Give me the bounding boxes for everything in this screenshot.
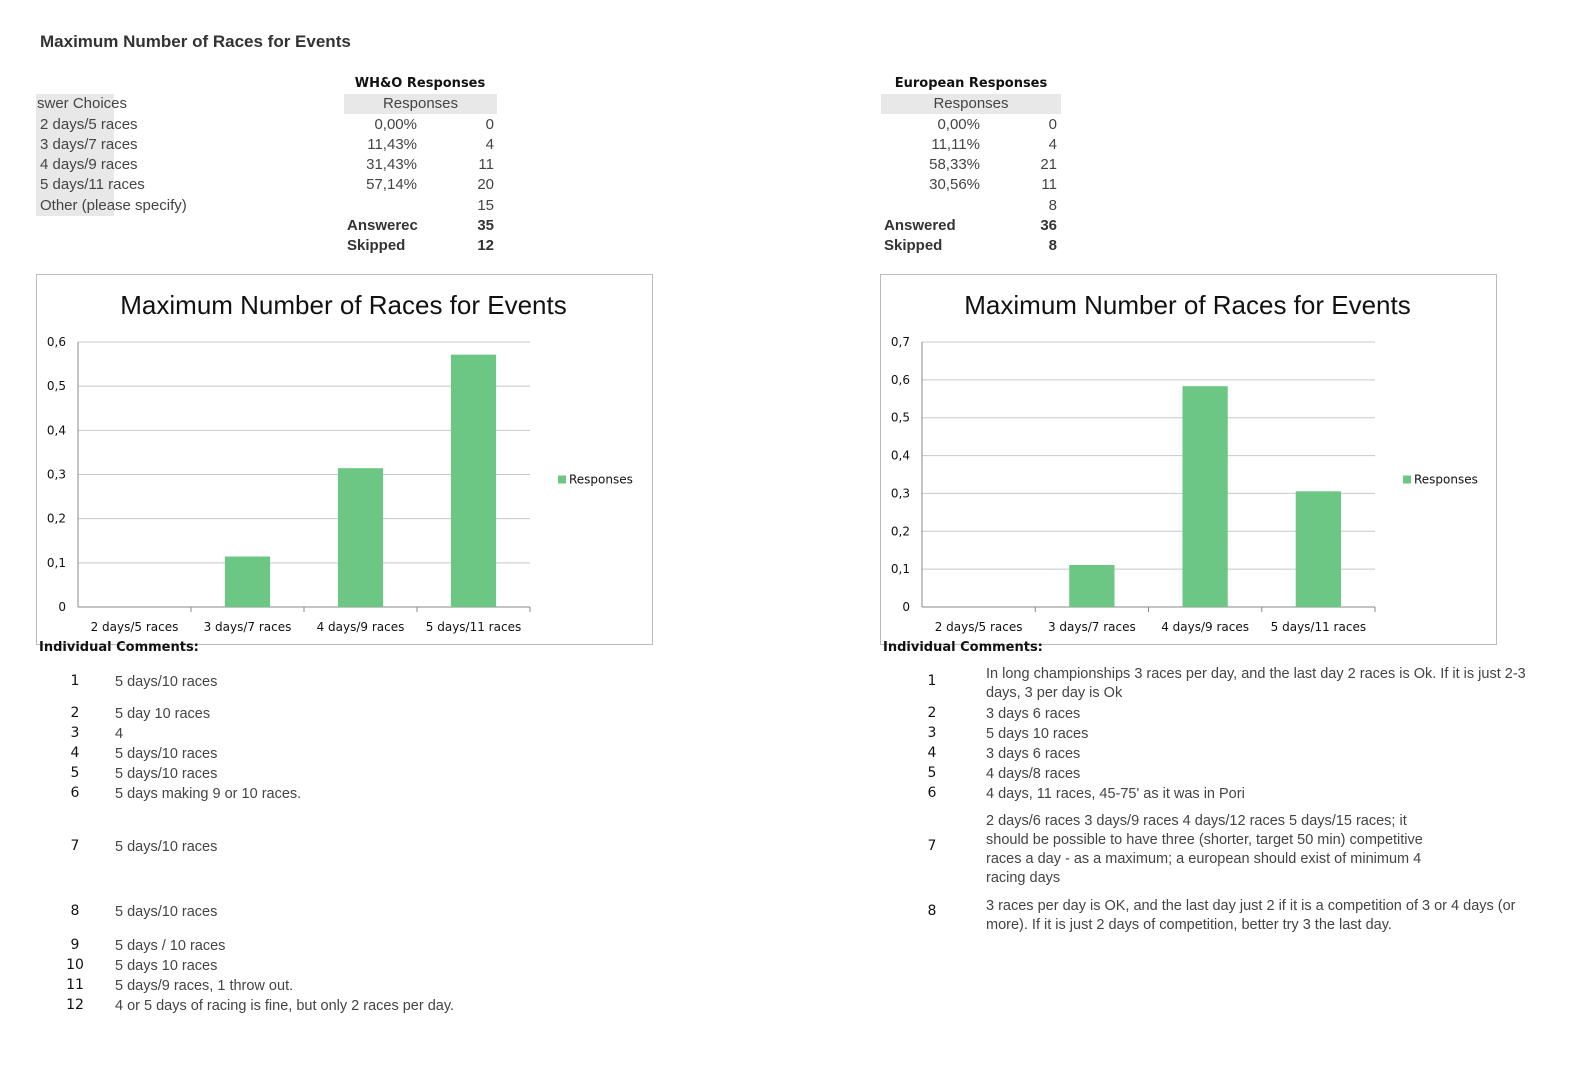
comment-text: 5 days/10 races — [115, 746, 218, 762]
x-tick-label: 5 days/11 races — [425, 620, 522, 634]
comment-number: 1 — [70, 673, 80, 689]
right-chart-title: Maximum Number of Races for Events — [964, 290, 1411, 320]
right-pct: 30,56% — [929, 176, 980, 193]
comment-number: 8 — [70, 903, 80, 919]
choice-label: 3 days/7 races — [40, 136, 138, 153]
left-choices-header: swer Choices — [37, 95, 128, 112]
x-tick-label: 5 days/11 races — [1270, 620, 1367, 634]
bar — [1182, 386, 1227, 607]
y-tick-label: 0,2 — [890, 524, 910, 539]
x-tick-label: 2 days/5 races — [90, 620, 179, 634]
y-tick-label: 0,3 — [46, 467, 66, 482]
comment-text: 5 days/10 races — [115, 674, 218, 690]
choice-label: 5 days/11 races — [40, 176, 145, 193]
left-count: 20 — [477, 176, 494, 193]
left-skipped-label: Skipped — [347, 237, 406, 254]
right-answered-label: Answered — [884, 217, 956, 234]
left-responses-header: Responses — [344, 94, 497, 114]
choice-label: 2 days/5 races — [40, 116, 138, 133]
comment-number: 4 — [70, 745, 80, 761]
legend-label: Responses — [1414, 472, 1478, 487]
comment-text: 4 days/8 races — [986, 766, 1081, 782]
right-pct: 11,11% — [931, 136, 980, 153]
y-tick-label: 0,7 — [890, 335, 910, 349]
y-tick-label: 0 — [902, 600, 910, 614]
x-tick-label: 3 days/7 races — [203, 620, 292, 634]
left-pct: 0,00% — [374, 116, 417, 133]
comment-number: 5 — [70, 765, 80, 781]
right-answered-value: 36 — [1040, 217, 1057, 234]
comment-number: 1 — [927, 673, 937, 689]
right-skipped-label: Skipped — [884, 237, 943, 254]
comment-text: In long championships 3 races per day, and the last day 2 races is Ok. If it is just 2-3 days, 3 per day is Ok — [986, 666, 1526, 701]
bar — [451, 355, 496, 607]
y-tick-label: 0,3 — [890, 486, 910, 501]
bar — [1069, 565, 1114, 607]
comment-text: 5 days/9 races, 1 throw out. — [115, 978, 294, 994]
comment-number: 5 — [927, 765, 937, 781]
left-answered-label: Answerec — [347, 217, 418, 234]
bar — [338, 468, 383, 607]
left-chart-title: Maximum Number of Races for Events — [120, 290, 567, 320]
legend-swatch — [558, 476, 566, 484]
choice-label: 4 days/9 races — [40, 156, 138, 173]
comment-number: 7 — [70, 838, 80, 854]
comment-text: 3 days 6 races — [986, 706, 1081, 722]
comment-number: 9 — [70, 937, 80, 953]
left-count: 15 — [477, 197, 494, 214]
comment-text: 5 days/10 races — [115, 766, 218, 782]
y-tick-label: 0,4 — [46, 423, 66, 438]
left-table-title: WH&O Responses — [354, 76, 486, 91]
comment-number: 2 — [927, 705, 937, 721]
comment-number: 2 — [70, 705, 80, 721]
y-tick-label: 0,2 — [46, 511, 66, 526]
right-pct: 0,00% — [937, 116, 980, 133]
page-title: Maximum Number of Races for Events — [40, 32, 351, 51]
left-count: 11 — [478, 156, 494, 173]
bar — [225, 557, 270, 607]
comment-text: 5 days / 10 races — [115, 938, 226, 954]
left-count: 0 — [485, 116, 494, 133]
right-count: 8 — [1048, 197, 1057, 214]
right-count: 21 — [1040, 156, 1057, 173]
bar — [1296, 491, 1341, 607]
comment-text: 2 days/6 races 3 days/9 races 4 days/12 races 5 days/15 races; it should be possible to have three (shorter, target 50 min) competitive races a day - as a maximum; a european should exist of minimum 4 racing days — [986, 813, 1423, 886]
left-comments-heading: Individual Comments: — [39, 640, 199, 655]
comment-number: 11 — [66, 977, 84, 993]
comment-text: 5 days/10 races — [115, 904, 218, 920]
right-count: 11 — [1041, 176, 1057, 193]
y-tick-label: 0,5 — [890, 410, 910, 425]
left-skipped-value: 12 — [477, 237, 494, 254]
right-comments-heading: Individual Comments: — [883, 640, 1043, 655]
right-bar-chart — [880, 274, 1495, 643]
legend-label: Responses — [569, 472, 633, 487]
left-count: 4 — [485, 136, 494, 153]
left-pct: 11,43% — [367, 136, 417, 153]
comment-number: 12 — [66, 997, 84, 1013]
comment-text: 5 days 10 races — [115, 958, 218, 974]
y-tick-label: 0,1 — [46, 555, 66, 570]
choice-label: Other (please specify) — [40, 197, 187, 214]
x-tick-label: 3 days/7 races — [1047, 620, 1136, 634]
comment-number: 3 — [927, 725, 937, 741]
legend-swatch — [1403, 476, 1411, 484]
right-responses-header: Responses — [881, 94, 1061, 114]
comment-number: 6 — [70, 785, 80, 801]
comment-number: 6 — [927, 785, 937, 801]
right-count: 4 — [1048, 136, 1057, 153]
comment-number: 4 — [927, 745, 937, 761]
right-count: 0 — [1048, 116, 1057, 133]
comment-text: 5 days making 9 or 10 races. — [115, 786, 302, 802]
left-answered-value: 35 — [477, 217, 494, 234]
y-tick-label: 0,6 — [46, 335, 66, 349]
x-tick-label: 4 days/9 races — [316, 620, 405, 634]
x-tick-label: 2 days/5 races — [934, 620, 1023, 634]
comment-text: 4 days, 11 races, 45-75' as it was in Pori — [986, 786, 1245, 802]
y-tick-label: 0,4 — [890, 448, 910, 463]
comment-text: 3 days 6 races — [986, 746, 1081, 762]
y-tick-label: 0 — [58, 600, 66, 614]
comment-text: 3 races per day is OK, and the last day just 2 if it is a competition of 3 or 4 days (or more). If it is just 2 days of competition, better try 3 the last day. — [986, 898, 1516, 933]
comment-text: 5 days 10 races — [986, 726, 1089, 742]
left-bar-chart — [36, 274, 651, 643]
right-pct: 58,33% — [929, 156, 980, 173]
comment-text: 5 day 10 races — [115, 706, 211, 722]
y-tick-label: 0,1 — [890, 562, 910, 577]
comment-number: 7 — [927, 838, 937, 854]
right-skipped-value: 8 — [1048, 237, 1057, 254]
y-tick-label: 0,5 — [46, 379, 66, 394]
left-pct: 31,43% — [366, 156, 417, 173]
comment-number: 3 — [70, 725, 80, 741]
comment-text: 5 days/10 races — [115, 839, 218, 855]
comment-number: 10 — [66, 957, 84, 973]
left-pct: 57,14% — [366, 176, 417, 193]
comment-number: 8 — [927, 903, 937, 919]
right-table-title: European Responses — [894, 76, 1048, 91]
comment-text: 4 — [115, 726, 124, 742]
x-tick-label: 4 days/9 races — [1161, 620, 1250, 634]
y-tick-label: 0,6 — [890, 372, 910, 387]
comment-text: 4 or 5 days of racing is fine, but only 2 races per day. — [115, 998, 455, 1014]
